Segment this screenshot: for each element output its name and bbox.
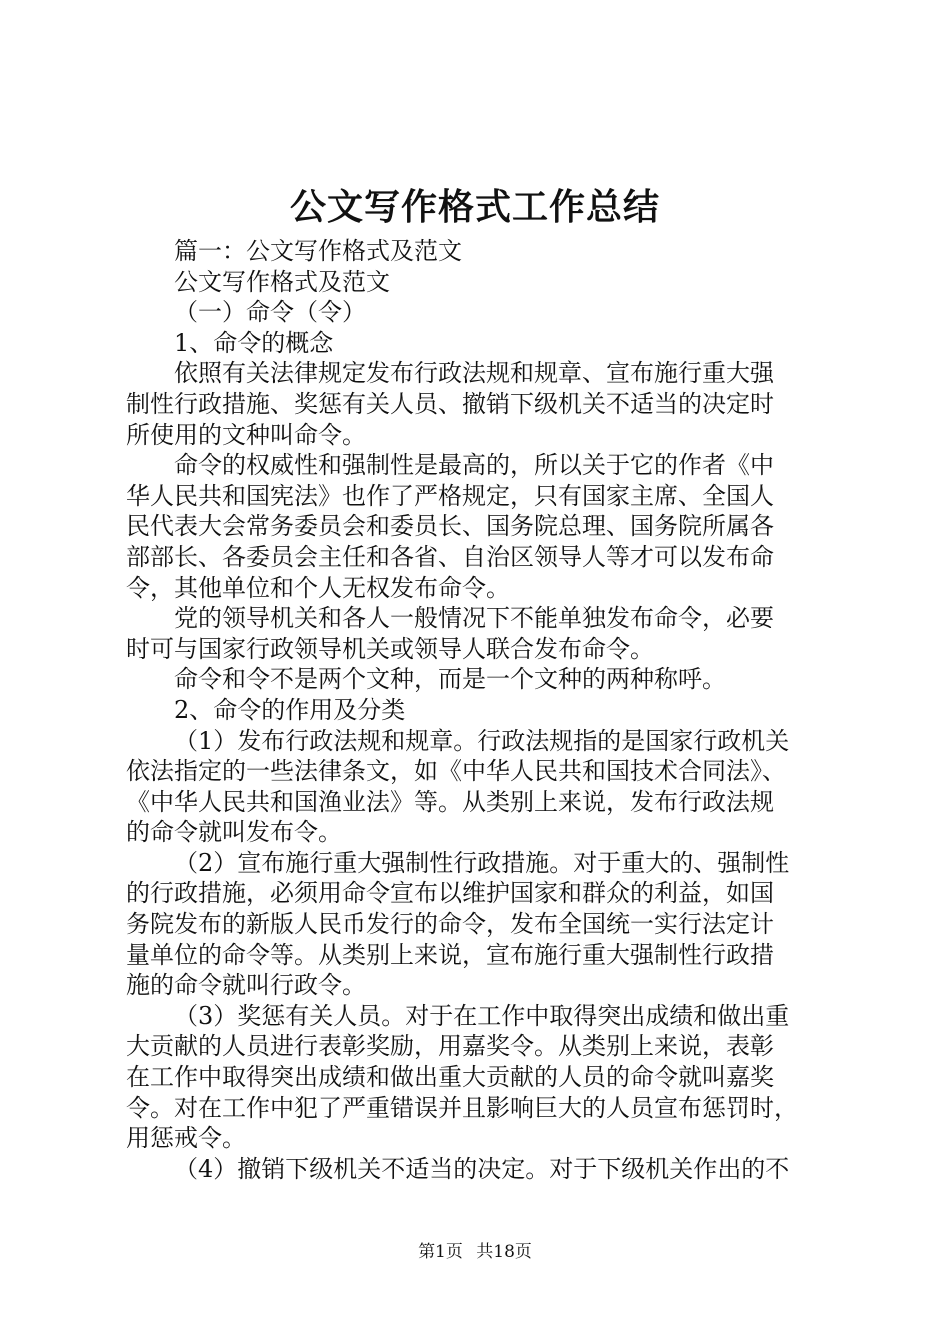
body-line: 民代表大会常务委员会和委员长、国务院总理、国务院所属各 xyxy=(126,512,774,541)
page-total: 共18页 xyxy=(476,1242,532,1262)
body-line: 部部长、各委员会主任和各省、自治区领导人等才可以发布命 xyxy=(126,542,774,571)
body-line: 的命令就叫发布令。 xyxy=(126,818,342,847)
body-line: （一）命令（令） xyxy=(174,298,366,327)
page-footer xyxy=(0,1240,950,1264)
body-line: 1、命令的概念 xyxy=(174,328,334,357)
body-line: 令，其他单位和个人无权发布命令。 xyxy=(126,573,510,602)
body-line: （3）奖惩有关人员。对于在工作中取得突出成绩和做出重 xyxy=(174,1001,790,1030)
body-line: 命令和令不是两个文种，而是一个文种的两种称呼。 xyxy=(174,665,726,694)
body-line: 篇一：公文写作格式及范文 xyxy=(174,237,462,265)
body-line: 在工作中取得突出成绩和做出重大贡献的人员的命令就叫嘉奖 xyxy=(126,1063,774,1092)
document-title: 公文写作格式工作总结 xyxy=(289,187,660,228)
body-line: 《中华人民共和国渔业法》等。从类别上来说，发布行政法规 xyxy=(126,787,774,816)
body-line: 大贡献的人员进行表彰奖励，用嘉奖令。从类别上来说，表彰 xyxy=(126,1032,774,1061)
body-line: 依法指定的一些法律条文，如《中华人民共和国技术合同法》、 xyxy=(126,757,786,786)
body-line: 用惩戒令。 xyxy=(126,1124,246,1153)
body-line: 务院发布的新版人民币发行的命令，发布全国统一实行法定计 xyxy=(126,910,774,939)
body-line: 所使用的文种叫命令。 xyxy=(126,420,366,449)
body-line: 命令的权威性和强制性是最高的，所以关于它的作者《中 xyxy=(174,451,774,480)
body-line: 党的领导机关和各人一般情况下不能单独发布命令，必要 xyxy=(174,604,774,633)
body-line: 量单位的命令等。从类别上来说，宣布施行重大强制性行政措 xyxy=(126,940,774,969)
body-line: 华人民共和国宪法》也作了严格规定，只有国家主席、全国人 xyxy=(126,481,774,510)
page-number: 第1页 xyxy=(418,1242,463,1262)
body-line: 的行政措施，必须用命令宣布以维护国家和群众的利益，如国 xyxy=(126,879,774,908)
body-line: 公文写作格式及范文 xyxy=(174,267,390,296)
body-line: 令。对在工作中犯了严重错误并且影响巨大的人员宣布惩罚时， xyxy=(126,1093,798,1122)
body-line: 2、命令的作用及分类 xyxy=(174,695,406,724)
document-body xyxy=(126,236,836,1184)
body-line: 依照有关法律规定发布行政法规和规章、宣布施行重大强 xyxy=(174,359,774,388)
body-line: （4）撤销下级机关不适当的决定。对于下级机关作出的不 xyxy=(174,1154,790,1183)
body-line: 制性行政措施、奖惩有关人员、撤销下级机关不适当的决定时 xyxy=(126,389,774,418)
body-line: （1）发布行政法规和规章。行政法规指的是国家行政机关 xyxy=(174,726,790,755)
body-line: 时可与国家行政领导机关或领导人联合发布命令。 xyxy=(126,634,654,663)
body-line: （2）宣布施行重大强制性行政措施。对于重大的、强制性 xyxy=(174,848,790,877)
body-line: 施的命令就叫行政令。 xyxy=(126,971,366,1000)
